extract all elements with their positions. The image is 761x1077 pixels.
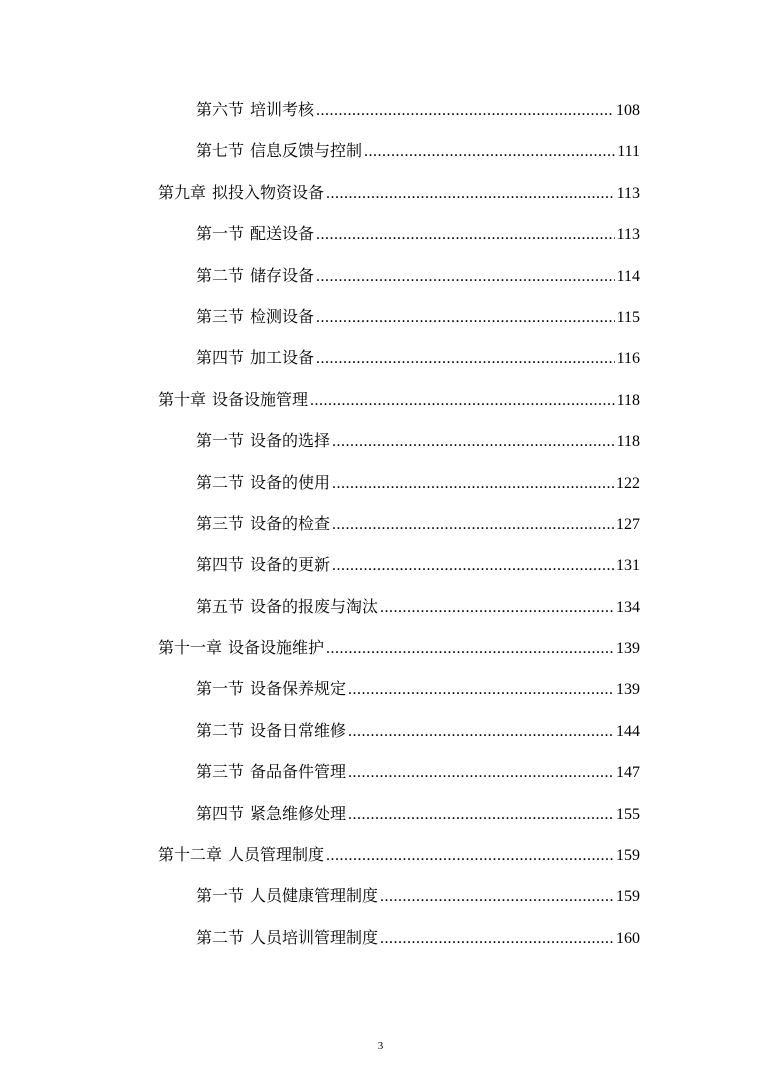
toc-dot-leader — [380, 879, 614, 915]
toc-dot-leader — [348, 672, 614, 708]
toc-dot-leader — [332, 424, 615, 460]
toc-entry-title: 设备设施维护 — [228, 638, 325, 658]
toc-entry-page: 122 — [616, 474, 640, 492]
toc-entry-label — [196, 299, 314, 335]
toc-dot-leader — [316, 341, 615, 377]
toc-entry-title: 备品备件管理 — [250, 762, 347, 782]
toc-section-entry[interactable] — [158, 796, 640, 837]
toc-entry-title: 培训考核 — [250, 100, 315, 119]
toc-section-entry[interactable] — [158, 465, 640, 506]
toc-entry-label — [196, 340, 314, 376]
toc-entry-title: 拟投入物资设备 — [212, 182, 325, 202]
toc-entry-title: 配送设备 — [250, 224, 315, 244]
toc-entry-page: 113 — [616, 184, 640, 202]
toc-entry-label — [196, 133, 362, 169]
toc-entry-number: 第四节 — [196, 555, 245, 575]
toc-entry-title: 设备的报废与淘汰 — [250, 596, 379, 616]
toc-entry-label — [196, 671, 346, 707]
toc-entry-number: 第一节 — [196, 431, 245, 451]
toc-entry-title: 检测设备 — [250, 306, 315, 326]
toc-entry-number: 第二节 — [196, 472, 245, 492]
toc-entry-title: 储存设备 — [250, 265, 315, 285]
page-number: 3 — [377, 1040, 384, 1052]
toc-entry-title: 设备设施管理 — [212, 389, 309, 409]
toc-dot-leader — [326, 838, 614, 874]
toc-dot-leader — [316, 259, 615, 295]
toc-entry-page: 131 — [616, 557, 640, 575]
toc-section-entry[interactable] — [158, 216, 640, 257]
toc-dot-leader — [316, 93, 614, 129]
toc-entry-label — [196, 92, 314, 128]
toc-entry-title: 加工设备 — [250, 348, 315, 368]
toc-entry-label — [158, 175, 324, 211]
toc-section-entry[interactable] — [158, 506, 640, 547]
toc-entry-page: 139 — [616, 640, 640, 658]
toc-dot-leader — [316, 217, 615, 253]
toc-entry-number: 第七节 — [196, 141, 245, 161]
toc-chapter-entry[interactable] — [158, 837, 640, 878]
toc-entry-number: 第一节 — [196, 224, 245, 244]
toc-entry-title: 设备的使用 — [250, 472, 331, 492]
toc-entry-number: 第一节 — [196, 679, 245, 699]
toc-section-entry[interactable] — [158, 299, 640, 340]
toc-entry-page: 147 — [616, 764, 640, 782]
toc-entry-number: 第二节 — [196, 720, 245, 740]
toc-dot-leader — [332, 507, 614, 543]
toc-entry-label — [196, 423, 330, 459]
toc-entry-title: 设备保养规定 — [250, 679, 347, 699]
toc-dot-leader — [348, 797, 614, 833]
toc-entry-page: 127 — [616, 515, 640, 533]
toc-entry-page: 118 — [616, 433, 640, 451]
toc-entry-label — [196, 506, 330, 542]
toc-entry-number: 第二节 — [196, 265, 245, 285]
toc-entry-page: 159 — [616, 847, 640, 865]
toc-entry-title: 设备日常维修 — [250, 720, 347, 740]
toc-entry-label — [196, 465, 330, 501]
toc-entry-label — [196, 713, 346, 749]
toc-dot-leader — [326, 631, 614, 667]
toc-entry-label — [196, 258, 314, 294]
toc-chapter-entry[interactable] — [158, 175, 640, 216]
toc-section-entry[interactable] — [158, 133, 640, 174]
toc-section-entry[interactable] — [158, 920, 640, 961]
toc-chapter-entry[interactable] — [158, 630, 640, 671]
toc-section-entry[interactable] — [158, 92, 640, 133]
toc-entry-page: 116 — [616, 350, 640, 368]
toc-entry-title: 信息反馈与控制 — [250, 141, 363, 161]
toc-entry-number: 第六节 — [196, 100, 245, 119]
toc-entry-number: 第十章 — [158, 389, 207, 409]
toc-entry-title: 设备的更新 — [250, 555, 331, 575]
toc-entry-number: 第三节 — [196, 513, 245, 533]
toc-entry-label — [158, 630, 324, 666]
toc-entry-page: 159 — [616, 888, 640, 906]
toc-entry-page: 115 — [616, 308, 640, 326]
toc-section-entry[interactable] — [158, 589, 640, 630]
toc-entry-number: 第四节 — [196, 803, 245, 823]
toc-entry-title: 设备的选择 — [250, 431, 331, 451]
toc-entry-label — [196, 589, 378, 625]
toc-dot-leader — [310, 383, 615, 419]
toc-entry-page: 134 — [616, 598, 640, 616]
toc-entry-number: 第九章 — [158, 182, 207, 202]
toc-entry-label — [196, 796, 346, 832]
toc-dot-leader — [326, 176, 615, 212]
toc-entry-page: 113 — [616, 226, 640, 244]
toc-entry-page: 155 — [616, 805, 640, 823]
toc-dot-leader — [380, 921, 614, 957]
toc-entry-page: 118 — [616, 391, 640, 409]
toc-entry-label — [196, 216, 314, 252]
toc-entry-number: 第十一章 — [158, 638, 223, 658]
table-of-contents — [158, 92, 640, 961]
toc-entry-label — [196, 878, 378, 914]
toc-dot-leader — [332, 548, 614, 584]
toc-entry-page: 108 — [616, 102, 640, 119]
toc-dot-leader — [348, 755, 614, 791]
toc-entry-label — [196, 920, 378, 956]
toc-entry-title: 人员培训管理制度 — [250, 927, 379, 947]
toc-section-entry[interactable] — [158, 423, 640, 464]
toc-section-entry[interactable] — [158, 754, 640, 795]
toc-entry-number: 第三节 — [196, 306, 245, 326]
toc-entry-label — [196, 754, 346, 790]
toc-section-entry[interactable] — [158, 671, 640, 712]
toc-entry-page: 160 — [616, 929, 640, 947]
toc-dot-leader — [380, 590, 614, 626]
toc-entry-page: 144 — [616, 722, 640, 740]
toc-entry-page: 114 — [616, 267, 640, 285]
toc-section-entry[interactable] — [158, 878, 640, 919]
toc-entry-title: 紧急维修处理 — [250, 803, 347, 823]
toc-entry-number: 第一节 — [196, 886, 245, 906]
toc-entry-number: 第三节 — [196, 762, 245, 782]
toc-entry-label — [196, 547, 330, 583]
toc-entry-title: 设备的检查 — [250, 513, 331, 533]
toc-entry-label — [158, 837, 324, 873]
toc-dot-leader — [332, 466, 614, 502]
toc-entry-title: 人员管理制度 — [228, 845, 325, 865]
toc-entry-page: 139 — [616, 681, 640, 699]
toc-entry-number: 第二节 — [196, 927, 245, 947]
toc-chapter-entry[interactable] — [158, 382, 640, 423]
toc-entry-number: 第四节 — [196, 348, 245, 368]
toc-entry-title: 人员健康管理制度 — [250, 886, 379, 906]
toc-dot-leader — [348, 714, 614, 750]
toc-entry-number: 第五节 — [196, 596, 245, 616]
toc-entry-page: 111 — [617, 143, 640, 161]
toc-entry-number: 第十二章 — [158, 845, 223, 865]
toc-dot-leader — [364, 134, 615, 170]
toc-section-entry[interactable] — [158, 340, 640, 381]
toc-section-entry[interactable] — [158, 547, 640, 588]
toc-section-entry[interactable] — [158, 713, 640, 754]
toc-entry-label — [158, 382, 308, 418]
toc-dot-leader — [316, 300, 615, 336]
toc-section-entry[interactable] — [158, 258, 640, 299]
